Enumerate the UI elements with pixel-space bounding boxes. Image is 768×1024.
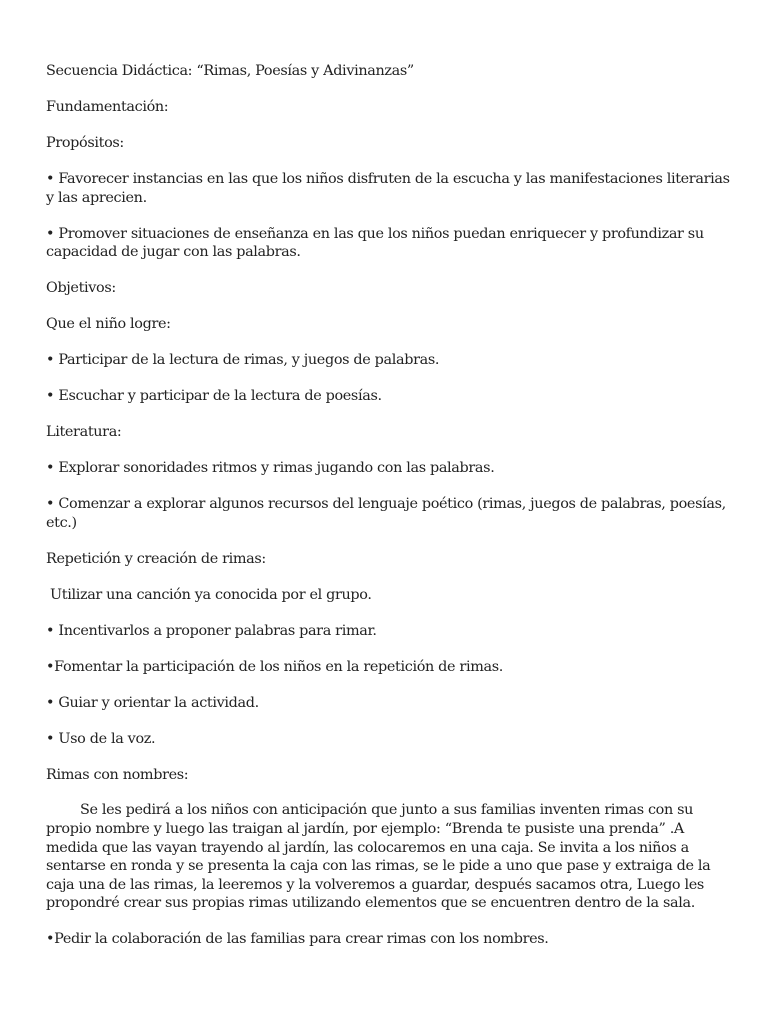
heading-rimas-nombres: Rimas con nombres:	[46, 766, 189, 783]
repeticion-item-1: Utilizar una canción ya conocida por el grupo.	[50, 586, 372, 603]
bullet-repeticion-5: • Uso de la voz.	[46, 730, 156, 747]
bullet-objetivo-1: • Participar de la lectura de rimas, y juegos de palabras.	[46, 352, 440, 369]
bullet-literatura-1: • Explorar sonoridades ritmos y rimas jugando con las palabras.	[46, 460, 495, 477]
document-body	[46, 62, 730, 966]
bullet-repeticion-3: •Fomentar la participación de los niños en la repetición de rimas.	[46, 658, 503, 675]
rimas-nombres-paragraph: Se les pedirá a los niños con anticipación que junto a sus familias inventen rimas con su propio nombre y luego las traigan al jardín, por ejemplo: “Brenda te pusiste una prenda” .A medida que las vayan trayendo al jardín, las colocaremos en una caja. Se invita a los niños a sentarse en ronda y se presenta la caja con las rimas, se le pide a uno que pase y extraiga de la caja una de las rimas, la leeremos y la volveremos a guardar, después sacamos otra, Luego les propondré crear sus propias rimas utilizando elementos que se encuentren dentro de la sala.	[46, 802, 711, 912]
heading-propositos: Propósitos:	[46, 134, 124, 151]
bullet-repeticion-4: • Guiar y orientar la actividad.	[46, 694, 259, 711]
heading-repeticion: Repetición y creación de rimas:	[46, 550, 266, 567]
bullet-literatura-2: • Comenzar a explorar algunos recursos del lenguaje poético (rimas, juegos de palabras, poesías, etc.)	[46, 496, 726, 531]
bullet-proposito-1: • Favorecer instancias en las que los niños disfruten de la escucha y las manifestaciones literarias y las aprecien.	[46, 170, 730, 206]
objetivos-intro: Que el niño logre:	[46, 316, 171, 333]
bullet-rimas-nombres: •Pedir la colaboración de las familias para crear rimas con los nombres.	[46, 931, 549, 948]
heading-literatura: Literatura:	[46, 424, 122, 441]
heading-fundamentacion: Fundamentación:	[46, 98, 169, 115]
document-title: Secuencia Didáctica: “Rimas, Poesías y Adivinanzas”	[46, 63, 414, 79]
bullet-objetivo-2: • Escuchar y participar de la lectura de poesías.	[46, 388, 382, 405]
heading-objetivos: Objetivos:	[46, 280, 116, 297]
bullet-repeticion-2: • Incentivarlos a proponer palabras para rimar.	[46, 622, 377, 639]
bullet-proposito-2: • Promover situaciones de enseñanza en las que los niños puedan enriquecer y profundizar su capacidad de jugar con las palabras.	[46, 225, 704, 261]
